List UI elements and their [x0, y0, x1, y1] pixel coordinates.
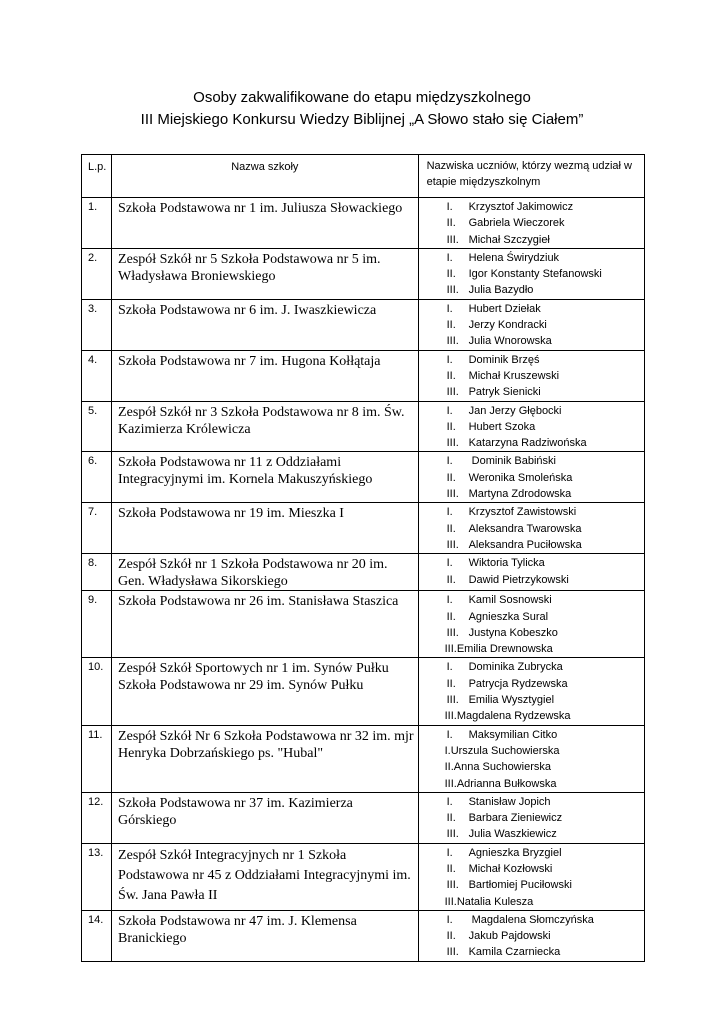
student-entry — [447, 199, 644, 215]
qualified-students-table — [81, 154, 645, 962]
student-ordinal: II. — [446, 522, 456, 535]
student-name: Kamila Czarniecka — [468, 946, 561, 959]
table-row — [82, 554, 645, 591]
student-entry — [447, 317, 644, 333]
student-ordinal: III. — [446, 828, 459, 841]
school-name: Zespół Szkół Nr 6 Szkoła Podstawowa nr 32 im. mjr Henryka Dobrzańskiego ps. "Hubal" — [112, 725, 419, 792]
student-entry — [447, 592, 644, 608]
student-entry — [447, 826, 644, 842]
student-name: Aleksandra Twarowska — [468, 522, 582, 535]
student-name: Stanisław Jopich — [468, 795, 551, 808]
school-name: Zespół Szkół Sportowych nr 1 im. Synów Pułku Szkoła Podstawowa nr 29 im. Synów Pułku — [112, 658, 419, 725]
student-entry — [447, 470, 644, 486]
school-name: Zespół Szkół nr 5 Szkoła Podstawowa nr 5 im. Władysława Broniewskiego — [112, 248, 419, 299]
student-ordinal: III. — [446, 386, 459, 399]
student-name: Martyna Zdrodowska — [468, 488, 572, 501]
column-header-school: Nazwa szkoły — [112, 155, 419, 198]
student-name: Helena Świrydziuk — [468, 251, 560, 264]
row-number: 13. — [82, 843, 112, 910]
student-entry — [447, 861, 644, 877]
student-entry — [447, 810, 644, 826]
student-name: Julia Waszkiewicz — [468, 828, 557, 841]
student-entry — [447, 453, 644, 469]
student-ordinal: I. — [446, 846, 453, 859]
student-name: Dominika Zubrycka — [468, 661, 563, 674]
student-list — [418, 725, 644, 792]
student-ordinal: II. — [446, 862, 456, 875]
student-entry — [445, 708, 644, 724]
student-entry — [447, 609, 644, 625]
school-name: Szkoła Podstawowa nr 37 im. Kazimierza Górskiego — [112, 792, 419, 843]
column-header-students: Nazwiska uczniów, którzy wezmą udział w etapie międzyszkolnym — [418, 155, 644, 198]
document-title-line-2: III Miejskiego Konkursu Wiedzy Biblijnej „A Słowo stało się Ciałem” — [140, 111, 584, 128]
table-row — [82, 401, 645, 452]
school-name: Szkoła Podstawowa nr 26 im. Stanisława Staszica — [112, 591, 419, 658]
student-name: Dominik Babiński — [468, 455, 556, 468]
student-ordinal: I. — [446, 251, 453, 264]
school-name: Zespół Szkół nr 3 Szkoła Podstawowa nr 8 im. Św. Kazimierza Królewicza — [112, 401, 419, 452]
student-ordinal: II. — [444, 761, 454, 774]
row-number: 1. — [82, 198, 112, 249]
student-list — [418, 591, 644, 658]
row-number: 2. — [82, 248, 112, 299]
student-ordinal: II. — [446, 812, 456, 825]
student-name: Katarzyna Radziwońska — [468, 437, 587, 450]
student-name: Maksymilian Citko — [468, 728, 558, 741]
student-name: Igor Konstanty Stefanowski — [468, 268, 602, 281]
school-name: Zespół Szkół nr 1 Szkoła Podstawowa nr 20 im. Gen. Władysława Sikorskiego — [112, 554, 419, 591]
student-name: Justyna Kobeszko — [468, 626, 558, 639]
student-name: Agnieszka Bryzgiel — [468, 846, 562, 859]
student-entry — [447, 301, 644, 317]
student-entry — [447, 572, 644, 588]
student-entry — [447, 727, 644, 743]
student-entry — [447, 659, 644, 675]
student-entry — [447, 250, 644, 266]
student-ordinal: II. — [446, 573, 456, 586]
student-ordinal: II. — [446, 217, 456, 230]
row-number: 7. — [82, 503, 112, 554]
student-ordinal: I. — [446, 404, 453, 417]
student-name: Wiktoria Tylicka — [468, 557, 545, 570]
student-ordinal: II. — [446, 369, 456, 382]
student-name: Emilia Drewnowska — [456, 643, 553, 656]
student-name: Dominik Brzęś — [468, 353, 540, 366]
student-ordinal: III. — [446, 694, 459, 707]
student-name: Patryk Sienicki — [468, 386, 541, 399]
student-entry — [447, 794, 644, 810]
student-name: Michał Kozłowski — [468, 862, 553, 875]
student-ordinal: II. — [446, 610, 456, 623]
student-name: Magdalena Słomczyńska — [468, 913, 594, 926]
student-ordinal: I. — [446, 594, 453, 607]
student-entry — [447, 368, 644, 384]
school-name: Zespół Szkół Integracyjnych nr 1 Szkoła Podstawowa nr 45 z Oddziałami Integracyjnymi im. Św. Jana Pawła II — [112, 843, 419, 910]
student-ordinal: III. — [446, 879, 459, 892]
student-entry — [447, 486, 644, 502]
student-list — [418, 792, 644, 843]
school-name: Szkoła Podstawowa nr 47 im. J. Klemensa Branickiego — [112, 910, 419, 961]
student-ordinal: I. — [446, 506, 453, 519]
student-ordinal: I. — [444, 744, 451, 757]
student-entry — [445, 759, 644, 775]
student-name: Julia Bazydło — [468, 284, 534, 297]
student-name: Weronika Smoleńska — [468, 471, 573, 484]
student-list — [418, 554, 644, 591]
student-name: Patrycja Rydzewska — [468, 677, 568, 690]
student-entry — [447, 692, 644, 708]
table-header-row — [82, 155, 645, 198]
student-name: Magdalena Rydzewska — [456, 710, 571, 723]
school-name: Szkoła Podstawowa nr 11 z Oddziałami Integracyjnymi im. Kornela Makuszyńskiego — [112, 452, 419, 503]
table-row — [82, 198, 645, 249]
table-row — [82, 452, 645, 503]
student-entry — [447, 282, 644, 298]
student-entry — [445, 776, 644, 792]
student-name: Emilia Wysztygiel — [468, 694, 555, 707]
student-name: Hubert Szoka — [468, 420, 536, 433]
student-ordinal: III. — [446, 946, 459, 959]
student-list — [418, 350, 644, 401]
table-row — [82, 792, 645, 843]
student-name: Krzysztof Zawistowski — [468, 506, 577, 519]
student-list — [418, 198, 644, 249]
table-row — [82, 350, 645, 401]
student-list — [418, 843, 644, 910]
student-ordinal: III. — [446, 437, 459, 450]
student-ordinal: III. — [446, 335, 459, 348]
student-name: Gabriela Wieczorek — [468, 217, 565, 230]
student-ordinal: III. — [444, 895, 457, 908]
student-entry — [447, 676, 644, 692]
student-name: Julia Wnorowska — [468, 335, 552, 348]
student-name: Jakub Pajdowski — [468, 930, 551, 943]
student-list — [418, 248, 644, 299]
student-ordinal: III. — [446, 626, 459, 639]
school-name: Szkoła Podstawowa nr 6 im. J. Iwaszkiewicza — [112, 299, 419, 350]
student-ordinal: I. — [446, 201, 453, 213]
row-number: 9. — [82, 591, 112, 658]
student-entry — [447, 521, 644, 537]
student-name: Urszula Suchowierska — [450, 744, 560, 757]
student-list — [418, 910, 644, 961]
student-ordinal: II. — [446, 930, 456, 943]
row-number: 14. — [82, 910, 112, 961]
student-list — [418, 658, 644, 725]
student-list — [418, 503, 644, 554]
student-ordinal: II. — [446, 471, 456, 484]
student-ordinal: I. — [446, 913, 453, 926]
row-number: 4. — [82, 350, 112, 401]
student-name: Michał Szczygieł — [468, 233, 550, 246]
student-name: Hubert Dziełak — [468, 302, 541, 315]
student-entry — [447, 845, 644, 861]
table-row — [82, 299, 645, 350]
student-ordinal: III. — [446, 233, 459, 246]
student-name: Aleksandra Puciłowska — [468, 538, 582, 551]
student-list — [418, 452, 644, 503]
student-ordinal: II. — [446, 319, 456, 332]
student-entry — [447, 928, 644, 944]
student-entry — [447, 333, 644, 349]
student-name: Jerzy Kondracki — [468, 319, 547, 332]
school-name: Szkoła Podstawowa nr 1 im. Juliusza Słowackiego — [112, 198, 419, 249]
student-list — [418, 401, 644, 452]
student-name: Adrianna Bułkowska — [456, 777, 557, 790]
table-row — [82, 725, 645, 792]
student-name: Natalia Kulesza — [456, 895, 534, 908]
student-entry — [447, 352, 644, 368]
student-ordinal: III. — [444, 710, 457, 723]
student-ordinal: III. — [446, 538, 459, 551]
student-entry — [447, 504, 644, 520]
row-number: 8. — [82, 554, 112, 591]
student-name: Krzysztof Jakimowicz — [468, 201, 574, 213]
student-name: Kamil Sosnowski — [468, 594, 552, 607]
column-header-lp: L.p. — [82, 155, 112, 198]
student-entry — [447, 625, 644, 641]
table-row — [82, 248, 645, 299]
student-entry — [447, 384, 644, 400]
student-entry — [447, 435, 644, 451]
student-ordinal: III. — [444, 643, 457, 656]
student-ordinal: I. — [446, 353, 453, 366]
student-name: Bartłomiej Puciłowski — [468, 879, 572, 892]
row-number: 3. — [82, 299, 112, 350]
student-entry — [447, 419, 644, 435]
school-name: Szkoła Podstawowa nr 7 im. Hugona Kołłątaja — [112, 350, 419, 401]
table-row — [82, 503, 645, 554]
student-entry — [447, 555, 644, 571]
student-entry — [447, 944, 644, 960]
student-ordinal: I. — [446, 302, 453, 315]
student-ordinal: II. — [446, 420, 456, 433]
student-ordinal: II. — [446, 677, 456, 690]
table-row — [82, 658, 645, 725]
student-ordinal: III. — [446, 284, 459, 297]
student-name: Michał Kruszewski — [468, 369, 560, 382]
student-ordinal: III. — [446, 488, 459, 501]
table-row — [82, 910, 645, 961]
student-entry — [447, 266, 644, 282]
student-ordinal: I. — [446, 795, 453, 808]
student-entry — [447, 877, 644, 893]
row-number: 11. — [82, 725, 112, 792]
student-name: Jan Jerzy Głębocki — [468, 404, 562, 417]
student-ordinal: I. — [446, 557, 453, 570]
student-ordinal: I. — [446, 661, 453, 674]
row-number: 5. — [82, 401, 112, 452]
row-number: 6. — [82, 452, 112, 503]
row-number: 10. — [82, 658, 112, 725]
student-entry — [445, 641, 644, 657]
student-entry — [447, 403, 644, 419]
student-name: Barbara Zieniewicz — [468, 812, 563, 825]
student-entry — [445, 894, 644, 910]
document-title-line-1: Osoby zakwalifikowane do etapu międzyszkolnego — [193, 89, 531, 106]
student-entry — [447, 537, 644, 553]
student-ordinal: I. — [446, 455, 453, 468]
student-entry — [447, 912, 644, 928]
table-row — [82, 843, 645, 910]
student-entry — [447, 215, 644, 231]
student-ordinal: III. — [444, 777, 457, 790]
school-name: Szkoła Podstawowa nr 19 im. Mieszka I — [112, 503, 419, 554]
student-entry — [447, 232, 644, 248]
student-ordinal: I. — [446, 728, 453, 741]
student-ordinal: II. — [446, 268, 456, 281]
student-name: Dawid Pietrzykowski — [468, 573, 569, 586]
student-entry — [445, 743, 644, 759]
student-list — [418, 299, 644, 350]
student-name: Agnieszka Sural — [468, 610, 549, 623]
table-row — [82, 591, 645, 658]
row-number: 12. — [82, 792, 112, 843]
student-name: Anna Suchowierska — [453, 761, 551, 774]
